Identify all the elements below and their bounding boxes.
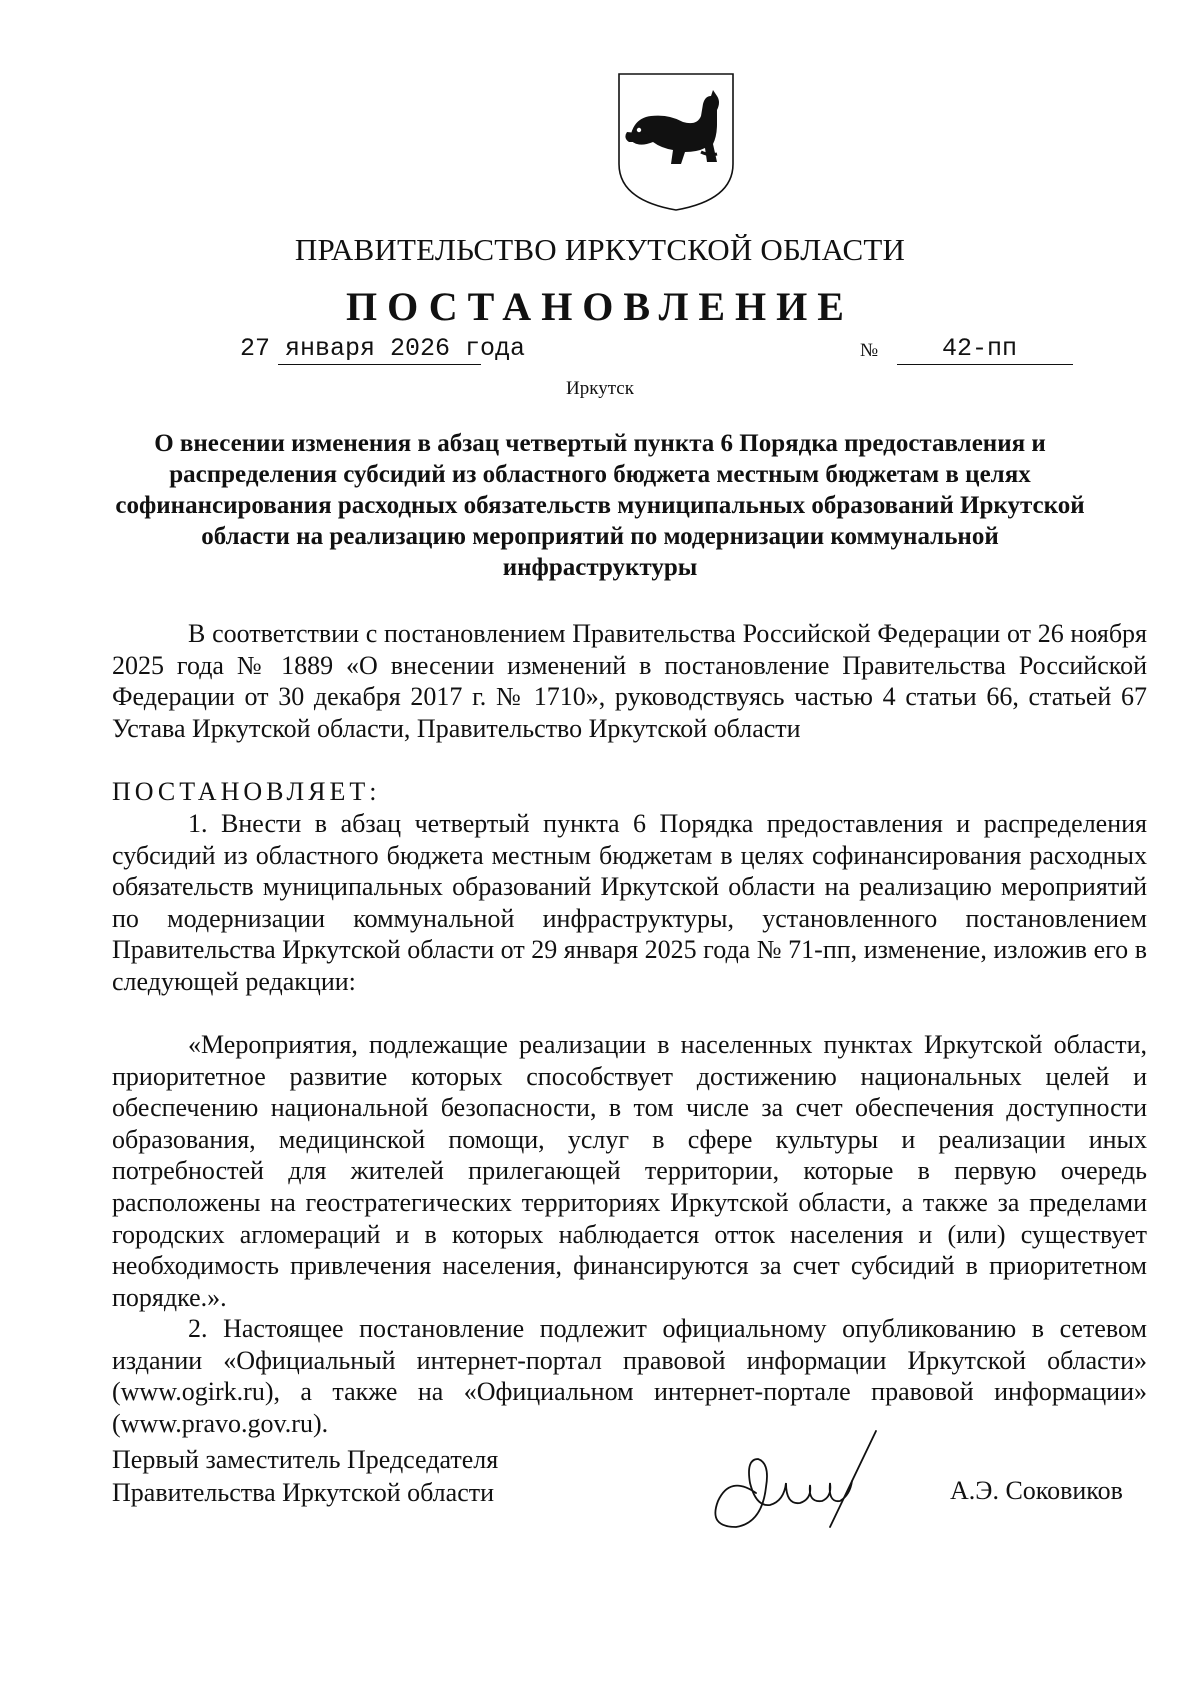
signatory-position-line-2: Правительства Иркутской области [112, 1478, 495, 1507]
signatory-position [112, 1443, 498, 1509]
resolution-verb: ПОСТАНОВЛЯЕТ: [112, 777, 381, 806]
handwritten-signature-icon [700, 1423, 900, 1535]
signatory-name: А.Э. Соковиков [950, 1476, 1123, 1505]
document-date: 27 января 2026 года [240, 334, 526, 363]
signatory-position-line-1: Первый заместитель Председателя [112, 1445, 499, 1474]
coat-of-arms-icon [617, 72, 735, 212]
number-underline [897, 364, 1073, 365]
government-name: ПРАВИТЕЛЬСТВО ИРКУТСКОЙ ОБЛАСТИ [294, 232, 906, 267]
item-1-quote-paragraph: «Мероприятия, подлежащие реализации в населенных пунктах Иркутской области, приоритетное развитие которых способствует достижению национальных целей и обеспечению национальной безопасности, в том числе за счет обеспечения доступности образования, медицинской помощи, услуг в сфере культуры и реализации иных потребностей для жителей прилегающей территории, которые в первую очередь расположены на геостратегических территориях Иркутской области, а также за пределами городских агломераций и в которых наблюдается отток населения и (или) существует необходимость привлечения населения, финансируются за счет субсидий в приоритетном порядке.». [112, 1030, 1147, 1312]
basis-paragraph: В соответствии с постановлением Правительства Российской Федерации от 26 ноября 2025 года № 1889 «О внесении изменений в постановление Правительства Российской Федерации от 30 декабря 2017 г. № 1710», руководствуясь частью 4 статьи 66, статьей 67 Устава Иркутской области, Правительство Иркутской области [112, 619, 1147, 743]
item-2-paragraph: 2. Настоящее постановление подлежит официальному опубликованию в сетевом издании «Официальный интернет-портал правовой информации Иркутской области» (www.ogirk.ru), а также на «Официальном интернет-портале правовой информации» (www.pravo.gov.ru). [112, 1314, 1147, 1438]
number-label: № [860, 340, 879, 361]
document-number: 42-пп [942, 334, 1018, 363]
document-type: ПОСТАНОВЛЕНИЕ [346, 284, 854, 329]
city: Иркутск [566, 378, 634, 399]
item-1-paragraph: 1. Внести в абзац четвертый пункта 6 Порядка предоставления и распределения субсидий из областного бюджета местным бюджетам в целях софинансирования расходных обязательств муниципальных образований Иркутской области на реализацию мероприятий по модернизации коммунальной инфраструктуры, установленного постановлением Правительства Иркутской области от 29 января 2025 года № 71-пп, изменение, изложив его в следующей редакции: [112, 809, 1147, 996]
date-underline [278, 364, 481, 365]
document-title: О внесении изменения в абзац четвертый пункта 6 Порядка предоставления и распределения субсидий из областного бюджета местным бюджетам в целях софинансирования расходных обязательств муниципальных образований Иркутской области на реализацию мероприятий по модернизации коммунальной инфраструктуры [115, 430, 1085, 581]
